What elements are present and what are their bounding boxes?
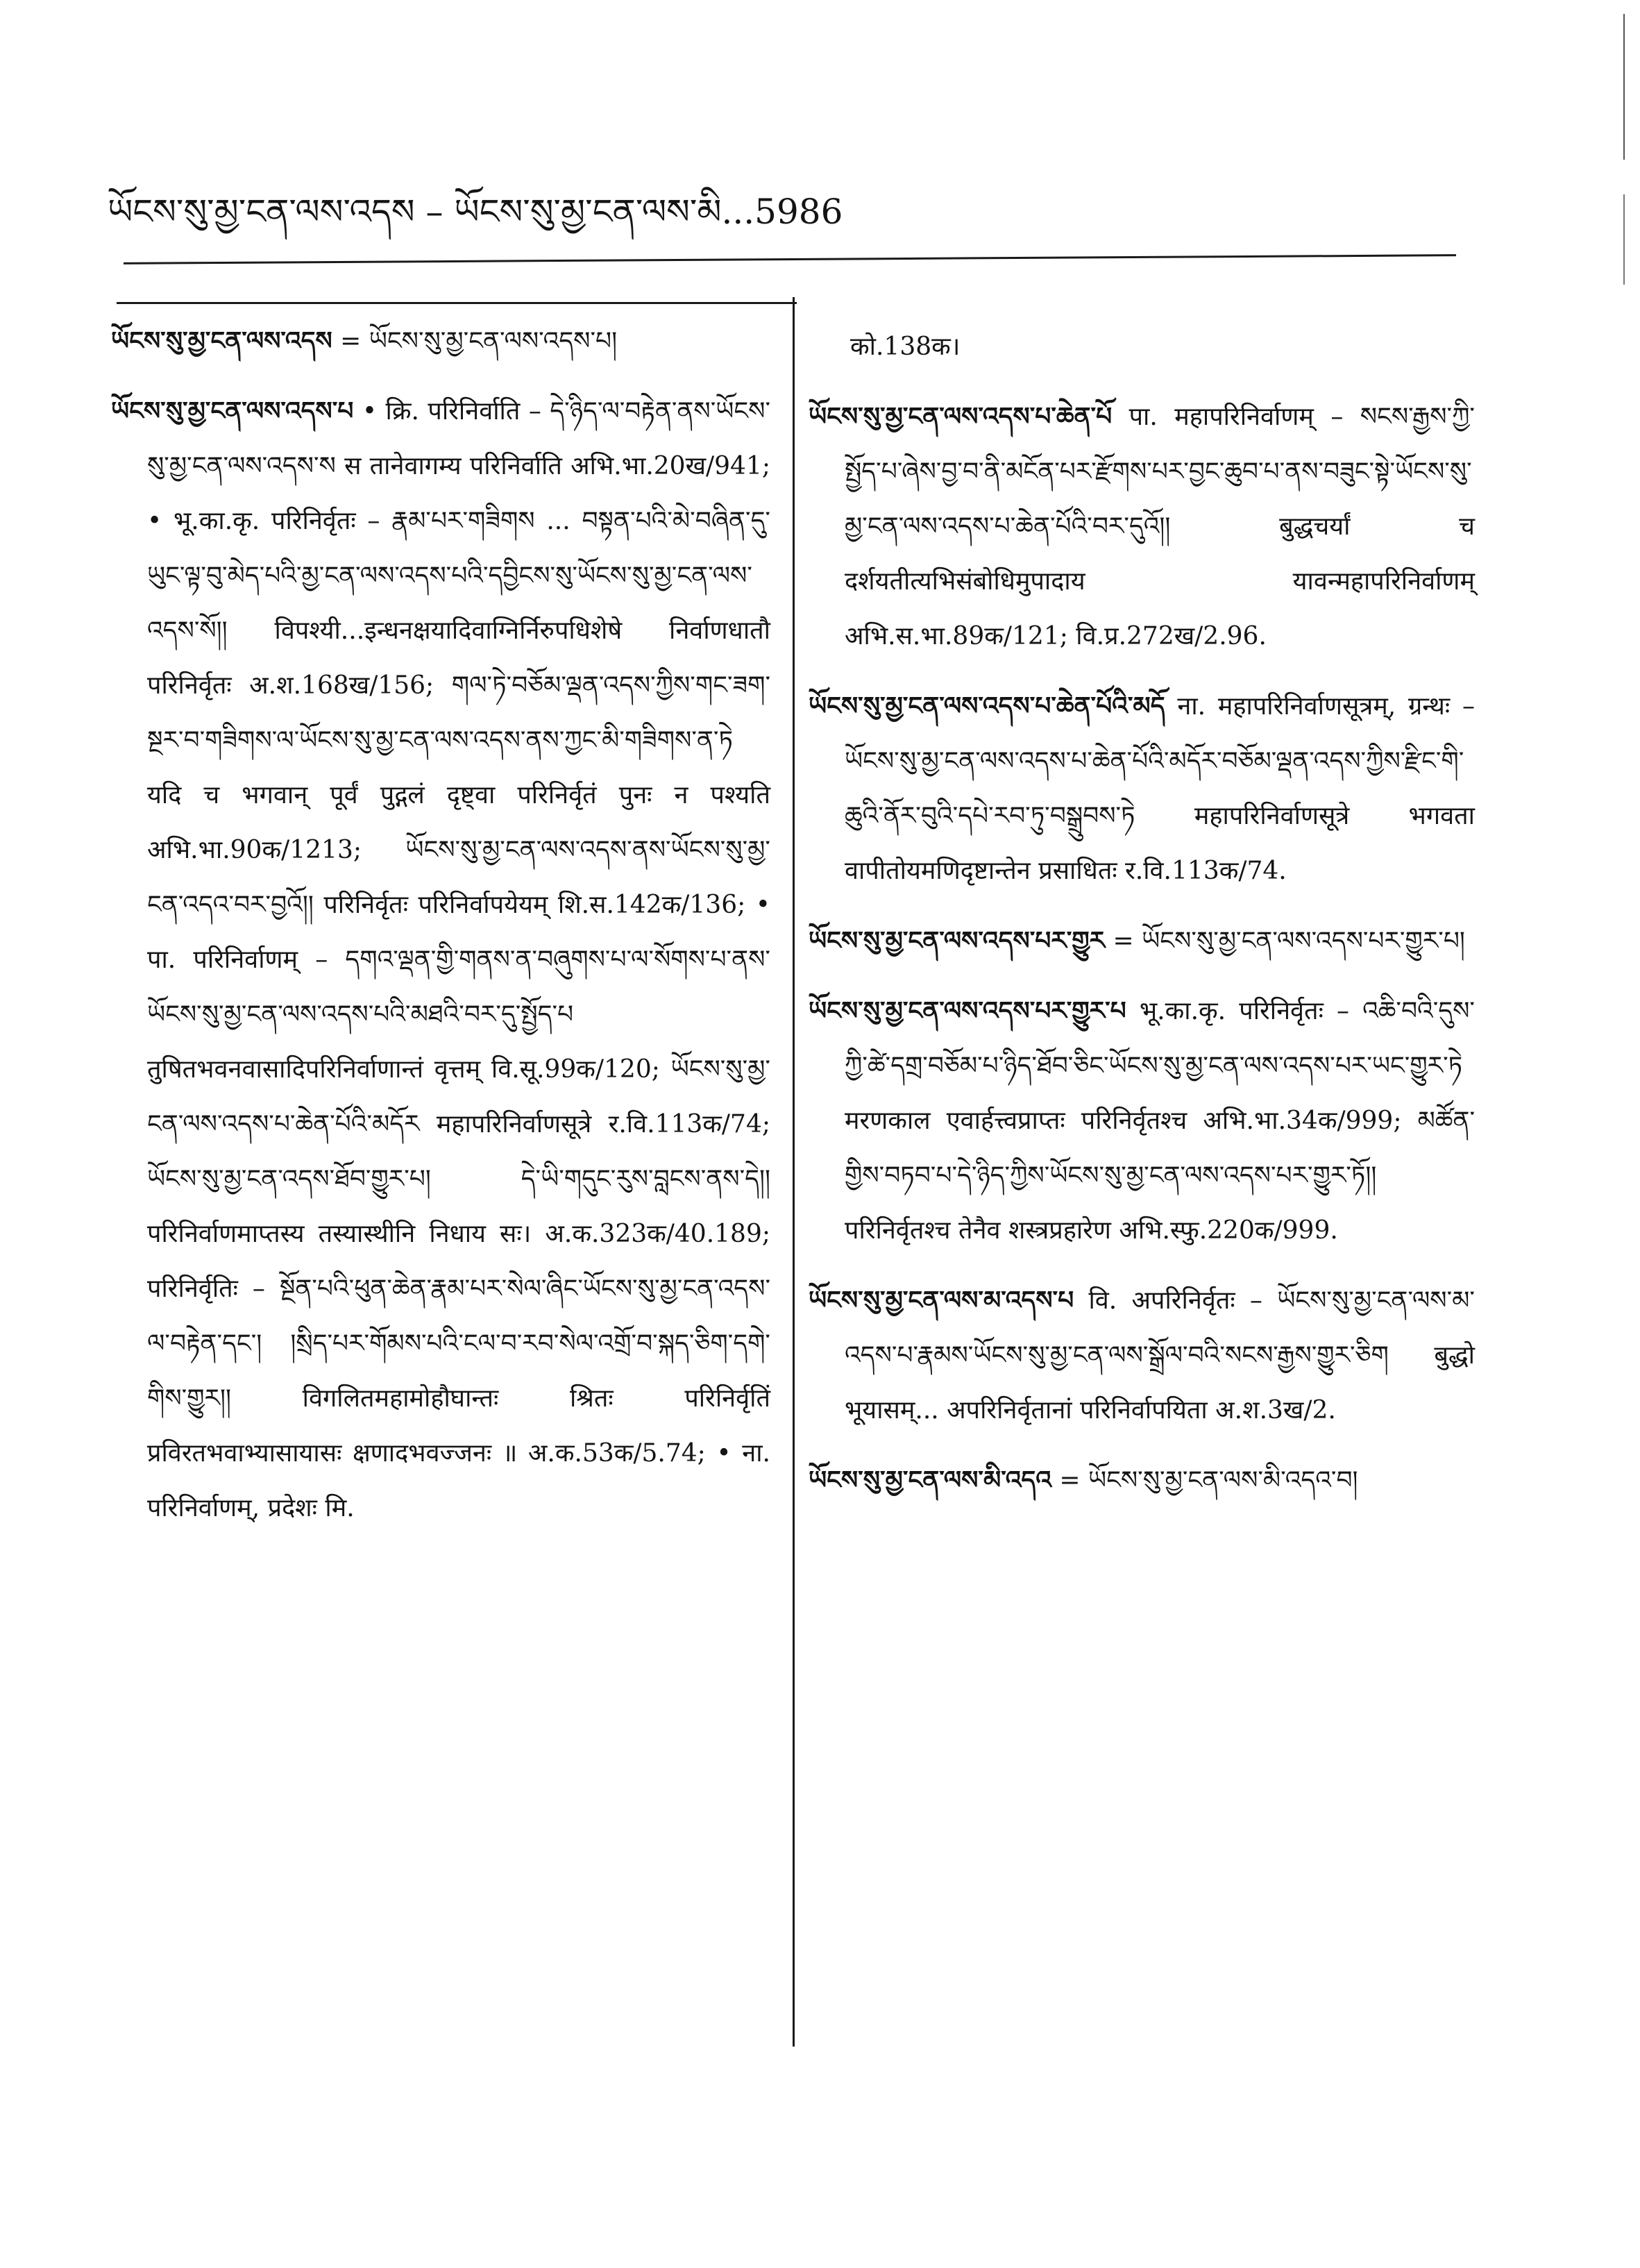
dictionary-entry (809, 914, 1475, 968)
right-column (809, 319, 1475, 1523)
entry-headword: ཡོངས་སུ་མྱ་ངན་ལས་མ་འདས་པ (809, 1286, 1074, 1315)
dictionary-entry (111, 384, 770, 1536)
dictionary-entry (809, 1453, 1475, 1508)
entry-body: वि. अपरिनिर्वृतः – ཡོངས་སུ་མྱ་ངན་ལས་མ་འདས་པ་རྣམས་ཡོངས་སུ་མྱ་ངན་ལས་སྒྲོལ་བའི་སངས་རྒྱས་གྱུར་ཅིག बुद्धो भूयासम्... अपरिनिर्वृतानां परिनिर्वापयिता अ.श.3ख/2. (845, 1286, 1475, 1425)
entry-headword: ཡོངས་སུ་མྱ་ངན་ལས་འདས་པར་གྱུར་པ (809, 996, 1126, 1025)
dictionary-entry (111, 314, 770, 369)
column-divider (793, 297, 795, 2047)
entry-headword: ཡོངས་སུ་མྱ་ངན་ལས་འདས་པར་གྱུར (809, 926, 1106, 955)
dictionary-entry (809, 389, 1475, 664)
entry-body: = ཡོངས་སུ་མྱ་ངན་ལས་འདས་པ། (332, 327, 618, 355)
dictionary-entry (809, 679, 1475, 898)
header-rule (124, 254, 1456, 264)
entry-body: = ཡོངས་སུ་མྱ་ངན་ལས་འདས་པར་གྱུར་པ། (1105, 927, 1465, 955)
page-header: ཡོངས་སུ་མྱ་ངན་ལས་འདས – ཡོངས་སུ་མྱ་ངན་ལས་མི...5986 (108, 192, 843, 232)
entry-body: ना. महापरिनिर्वाणसूत्रम्, ग्रन्थः – ཡོངས་སུ་མྱ་ངན་ལས་འདས་པ་ཆེན་པོའི་མདོར་བཅོམ་ལྡན་འདས་ཀྱིས་རྫིང་གི་ཆུའི་ནོར་བུའི་དཔེ་རབ་ཏུ་བསྒྲུབས་ཏེ महापरिनिर्वाणसूत्रे भगवता वापीतोयमणिदृष्टान्तेन प्रसाधितः र.वि.113क/74. (845, 692, 1475, 885)
entry-body: = ཡོངས་སུ་མྱ་ངན་ལས་མི་འདའ་བ། (1051, 1466, 1358, 1495)
continued-reference (850, 319, 1475, 374)
column-top-rule (117, 302, 797, 304)
dictionary-entry (809, 1273, 1475, 1438)
scan-edge-mark-lower (1623, 194, 1625, 285)
entry-headword: ཡོངས་སུ་མྱ་ངན་ལས་མི་འདའ (809, 1465, 1051, 1495)
dictionary-entry (809, 984, 1475, 1258)
entry-body: को.138क। (850, 333, 961, 361)
entry-headword: ཡོངས་སུ་མྱ་ངན་ལས་འདས (111, 326, 332, 355)
entry-headword: ཡོངས་སུ་མྱ་ངན་ལས་འདས་པ (111, 396, 354, 426)
entry-body: भू.का.कृ. परिनिर्वृतः – འཆི་བའི་དུས་ཀྱི་ཚེ་དགྲ་བཅོམ་པ་ཉིད་ཐོབ་ཅིང་ཡོངས་སུ་མྱ་ངན་ལས་འདས་པར་ཡང་གྱུར་ཏེ मरणकाल एवार्हत्त्वप्राप्तः परिनिर्वृतश्च अभि.भा.34क/999; མཚོན་གྱིས་བཏབ་པ་དེ་ཉིད་ཀྱིས་ཡོངས་སུ་མྱ་ངན་ལས་འདས་པར་གྱུར་ཏོ།། परिनिर्वृतश्च तेनैव शस्त्रप्रहारेण अभि.स्फु.220क/999. (845, 997, 1475, 1245)
entry-headword: ཡོངས་སུ་མྱ་ངན་ལས་འདས་པ་ཆེན་པོའི་མདོ (809, 691, 1165, 721)
entry-headword: ཡོངས་སུ་མྱ་ངན་ལས་འདས་པ་ཆེན་པོ (809, 402, 1113, 431)
entry-body: पा. महापरिनिर्वाणम् – སངས་རྒྱས་ཀྱི་སྤྱོད་པ་ཞེས་བྱ་བ་ནི་མངོན་པར་རྫོགས་པར་བྱང་ཆུབ་པ་ནས་བཟུང་སྟེ་ཡོངས་སུ་མྱ་ངན་ལས་འདས་པ་ཆེན་པོའི་བར་དུའོ།། बुद्धचर्यां च दर्शयतीत्यभिसंबोधिमुपादाय यावन्महापरिनिर्वाणम् अभि.स.भा.89क/121; वि.प्र.272ख/2.96. (845, 403, 1475, 650)
left-column (111, 314, 770, 1551)
entry-body: • क्रि. परिनिर्वाति – དེ་ཉིད་ལ་བརྟེན་ནས་ཡོངས་སུ་མྱ་ངན་ལས་འདས་ས स तानेवागम्य परिनिर्वाति अभि.भा.20ख/941; • भू.का.कृ. परिनिर्वृतः – རྣམ་པར་གཟིགས ... བསྟན་པའི་མེ་བཞིན་དུ་ཡུང་ལྟ་བུ་མེད་པའི་མྱ་ངན་ལས་འདས་པའི་དབྱིངས་སུ་ཡོངས་སུ་མྱ་ངན་ལས་འདས་སོ།། विपश्यी...इन्धनक्षयादिवाग्निर्निरुपधिशेषे निर्वाणधातौ परिनिर्वृतः अ.श.168ख/156; གལ་ཏེ་བཅོམ་ལྡན་འདས་ཀྱིས་གང་ཟག་སྔར་བ་གཟིགས་ལ་ཡོངས་སུ་མྱ་ངན་ལས་འདས་ནས་ཀྱང་མི་གཟིགས་ན་ཏེ यदि च भगवान् पूर्वं पुद्गलं दृष्ट्वा परिनिर्वृतं पुनः न पश्यति अभि.भा.90क/1213; ཡོངས་སུ་མྱ་ངན་ལས་འདས་ནས་ཡོངས་སུ་མྱ་ངན་འདའ་བར་བྱའོ།། परिनिर्वृतः परिनिर्वापयेयम् शि.स.142क/136; • पा. परिनिर्वाणम् – དགའ་ལྡན་གྱི་གནས་ན་བཞུགས་པ་ལ་སོགས་པ་ནས་ཡོངས་སུ་མྱ་ངན་ལས་འདས་པའི་མཐའི་བར་དུ་སྤྱོད་པ तुषितभवनवासादिपरिनिर्वाणान्तं वृत्तम् वि.सू.99क/120; ཡོངས་སུ་མྱ་ངན་ལས་འདས་པ་ཆེན་པོའི་མདོར महापरिनिर्वाणसूत्रे र.वि.113क/74; ཡོངས་སུ་མྱ་ངན་འདས་ཐོབ་གྱུར་པ། དེ་ཡི་གདུང་རུས་བླངས་ནས་དེ།། परिनिर्वाणमाप्तस्य तस्यास्थीनि निधाय सः। अ.क.323क/40.189; परिनिर्वृतिः – སྔོན་པའི་ཕུན་ཆེན་རྣམ་པར་སེལ་ཞིང་ཡོངས་སུ་མྱ་ངན་འདས་ལ་བརྟེན་དང་། །སྲིད་པར་གོམས་པའི་ངལ་བ་རབ་སེལ་འགྲོ་བ་སྐད་ཅིག་དགེ་གིས་གྱུར།། विगलितमहामोहौघान्तः श्रितः परिनिर्वृतिं प्रविरतभवाभ्यासायासः क्षणादभवज्जनः ॥ अ.क.53क/5.74; • ना. परिनिर्वाणम्, प्रदेशः मि. (147, 397, 770, 1522)
scan-edge-mark (1623, 14, 1625, 160)
